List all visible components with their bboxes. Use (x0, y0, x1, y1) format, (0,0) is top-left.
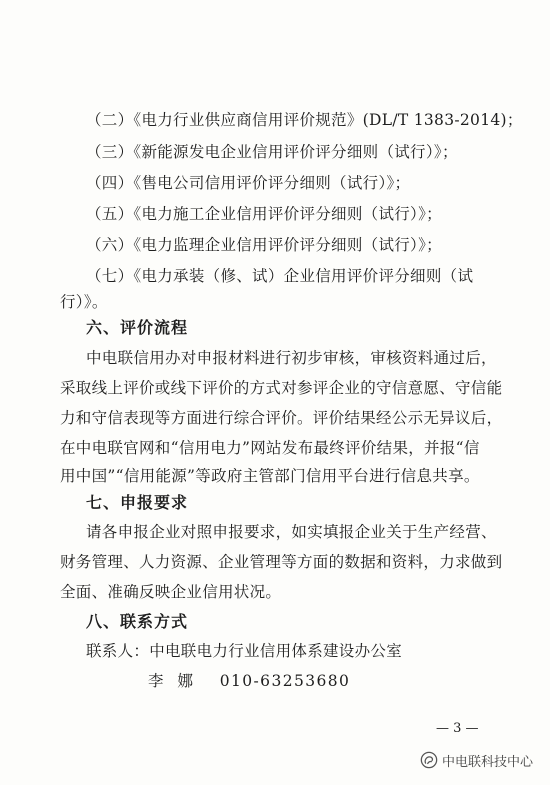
section-7-line: 请各申报企业对照申报要求，如实填报企业关于生产经营、 (86, 523, 497, 541)
section-6-line: 采取线上评价或线下评价的方式对参评企业的守信意愿、守信能 (60, 379, 503, 397)
page-number: — 3 — (436, 721, 479, 736)
contact-person-line: 李 娜 010-63253680 (148, 672, 351, 690)
list-item-3: （三）《新能源发电企业信用评价评分细则（试行）》； (86, 143, 458, 161)
contact-line: 联系人：中电联电力行业信用体系建设办公室 (86, 642, 403, 660)
section-8-heading: 八、联系方式 (86, 612, 189, 631)
section-6-line: 在中电联官网和“信用电力”网站发布最终评价结果，并报“信 (60, 439, 480, 457)
section-6-line: 力和守信表现等方面进行综合评价。评价结果经公示无异议后， (60, 409, 503, 427)
watermark-text: 中电联科技中心 (442, 754, 534, 770)
list-item-2: （二）《电力行业供应商信用评价规范》(DL/T 1383-2014)； (86, 111, 523, 129)
section-7-line: 财务管理、人力资源、企业管理等方面的数据和资料，力求做到 (60, 553, 503, 571)
list-item-5: （五）《电力施工企业信用评价评分细则（试行）》； (86, 205, 442, 223)
section-6-heading: 六、评价流程 (86, 318, 189, 337)
section-7-line: 全面、准确反映企业信用状况。 (60, 583, 282, 601)
wechat-logo-icon (420, 751, 438, 769)
section-7-heading: 七、申报要求 (86, 493, 189, 512)
list-item-6: （六）《电力监理企业信用评价评分细则（试行）》； (86, 236, 442, 254)
list-item-4: （四）《售电公司信用评价评分细则（试行）》； (86, 174, 411, 192)
list-item-7: （七）《电力承装（修、试）企业信用评价评分细则（试 (86, 267, 474, 285)
section-6-line: 用中国”“信用能源”等政府主管部门信用平台进行信息共享。 (60, 467, 480, 485)
watermark (420, 749, 533, 771)
list-item-7-continued: 行）》。 (60, 293, 108, 311)
section-6-line: 中电联信用办对申报材料进行初步审核，审核资料通过后， (86, 349, 497, 367)
